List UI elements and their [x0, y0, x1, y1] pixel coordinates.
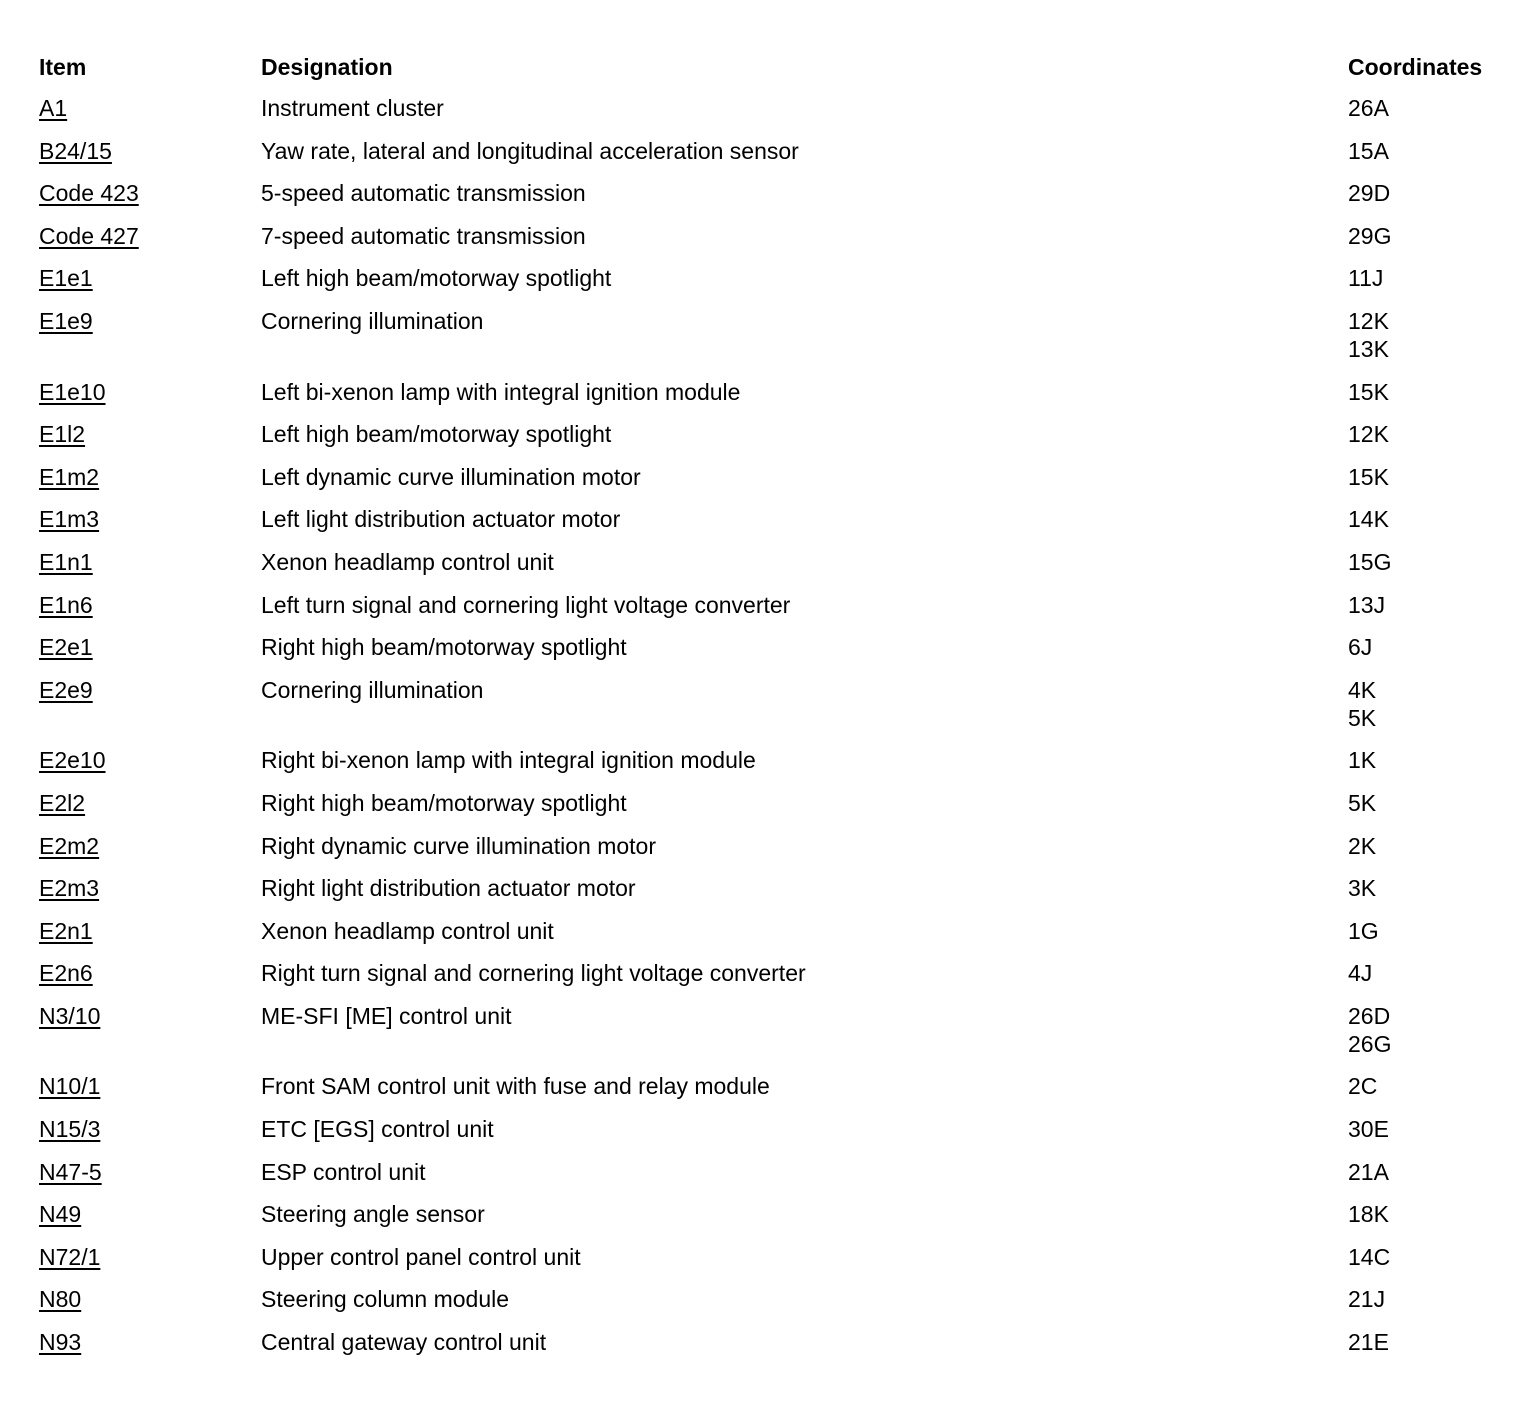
table-row — [0, 746, 1536, 789]
item-link[interactable]: E2e10 — [39, 747, 106, 774]
coordinates-cell — [1348, 832, 1376, 860]
coordinate-value: 1K — [1348, 747, 1377, 774]
header-designation: Designation — [261, 54, 393, 80]
item-link[interactable]: N47-5 — [39, 1158, 102, 1185]
item-link[interactable]: E2l2 — [39, 789, 86, 816]
coordinates-cell — [1348, 1072, 1377, 1100]
header-item: Item — [39, 54, 87, 80]
coordinates-cell — [1348, 1115, 1389, 1143]
item-link[interactable]: E1m3 — [39, 506, 100, 533]
designation-text: Central gateway control unit — [261, 1329, 547, 1356]
coordinate-value: 21A — [1348, 1158, 1389, 1185]
designation-text: Right high beam/motorway spotlight — [261, 789, 627, 816]
table-row — [0, 137, 1536, 180]
coordinates-cell — [1348, 1285, 1385, 1313]
designation-text: Left light distribution actuator motor — [261, 506, 621, 533]
coordinate-value: 5K — [1348, 704, 1377, 731]
table-row — [0, 591, 1536, 634]
coordinates-cell — [1348, 959, 1372, 987]
designation-text: Left high beam/motorway spotlight — [261, 421, 612, 448]
coordinate-value: 26A — [1348, 95, 1389, 121]
coordinate-value: 1G — [1348, 917, 1379, 944]
coordinate-value: 26D — [1348, 1002, 1391, 1029]
table-row — [0, 94, 1536, 137]
coordinate-value: 11J — [1348, 265, 1384, 292]
designation-text: Right high beam/motorway spotlight — [261, 634, 627, 661]
coordinates-cell — [1348, 137, 1389, 165]
designation-text: Upper control panel control unit — [261, 1243, 581, 1270]
item-link[interactable]: Code 427 — [39, 222, 139, 249]
item-link[interactable]: E2m3 — [39, 875, 100, 902]
coordinate-value: 21J — [1348, 1286, 1386, 1313]
coordinates-cell — [1348, 463, 1389, 491]
coordinate-value: 4K — [1348, 676, 1377, 703]
coordinate-value: 18K — [1348, 1201, 1389, 1228]
designation-text: Cornering illumination — [261, 676, 484, 703]
table-row — [0, 917, 1536, 960]
item-link[interactable]: E1n6 — [39, 591, 93, 618]
table-row — [0, 264, 1536, 307]
header-coordinates: Coordinates — [1348, 54, 1483, 80]
table-row — [0, 1158, 1536, 1201]
coordinates-cell — [1348, 505, 1389, 533]
coordinate-value: 26G — [1348, 1030, 1392, 1057]
item-link[interactable]: B24/15 — [39, 137, 112, 164]
item-link[interactable]: E2m2 — [39, 832, 100, 859]
coordinates-cell — [1348, 874, 1376, 902]
coordinates-cell — [1348, 307, 1389, 363]
coordinate-value: 30E — [1348, 1116, 1389, 1143]
coordinate-value: 12K — [1348, 307, 1389, 334]
item-link[interactable]: E2n6 — [39, 960, 93, 987]
coordinate-value: 13J — [1348, 591, 1386, 618]
designation-text: Yaw rate, lateral and longitudinal acceleration sensor — [261, 137, 799, 164]
coordinates-cell — [1348, 591, 1385, 619]
designation-text: 7-speed automatic transmission — [261, 222, 586, 249]
table-row — [0, 1115, 1536, 1158]
table-row — [0, 307, 1536, 378]
designation-text: Right light distribution actuator motor — [261, 875, 636, 902]
designation-text: 5-speed automatic transmission — [261, 180, 586, 207]
coordinate-value: 5K — [1348, 789, 1377, 816]
coordinate-value: 15A — [1348, 137, 1389, 164]
item-link[interactable]: N15/3 — [39, 1116, 101, 1143]
coordinates-cell — [1348, 1328, 1389, 1356]
table-row — [0, 505, 1536, 548]
table-row — [0, 1285, 1536, 1328]
item-link[interactable]: E1e10 — [39, 378, 106, 405]
coordinates-cell — [1348, 1200, 1389, 1228]
designation-text: Right dynamic curve illumination motor — [261, 832, 656, 859]
table-row — [0, 959, 1536, 1002]
item-link[interactable]: E1e9 — [39, 307, 93, 334]
coordinates-cell — [1348, 676, 1376, 732]
item-link[interactable]: N72/1 — [39, 1243, 101, 1270]
coordinate-value: 4J — [1348, 960, 1373, 987]
coordinates-cell — [1348, 633, 1372, 661]
coordinate-value: 13K — [1348, 335, 1389, 362]
table-row — [0, 463, 1536, 506]
designation-text: ESP control unit — [261, 1158, 426, 1185]
table-row — [0, 1072, 1536, 1115]
coordinates-cell — [1348, 917, 1379, 945]
item-link[interactable]: E2e1 — [39, 634, 93, 661]
coordinate-value: 15G — [1348, 548, 1392, 575]
coordinate-value: 15K — [1348, 463, 1389, 490]
item-link[interactable]: N93 — [39, 1329, 82, 1356]
coordinate-value: 14C — [1348, 1243, 1391, 1270]
item-link[interactable]: N49 — [39, 1201, 82, 1228]
coordinates-cell — [1348, 378, 1389, 406]
table-row — [0, 548, 1536, 591]
coordinates-cell — [1348, 1002, 1391, 1058]
item-link[interactable]: A1 — [39, 95, 68, 121]
designation-text: Steering angle sensor — [261, 1201, 485, 1228]
designation-text: Right turn signal and cornering light voltage converter — [261, 960, 806, 987]
coordinate-value: 3K — [1348, 875, 1377, 902]
coordinates-cell — [1348, 789, 1376, 817]
coordinate-value: 21E — [1348, 1329, 1389, 1356]
item-link[interactable]: Code 423 — [39, 180, 139, 207]
designation-text: Left turn signal and cornering light voltage converter — [261, 591, 791, 618]
table-row — [0, 222, 1536, 265]
table-row — [0, 789, 1536, 832]
item-link[interactable]: E2n1 — [39, 917, 93, 944]
coordinate-value: 14K — [1348, 506, 1389, 533]
item-link[interactable]: N80 — [39, 1286, 82, 1313]
coordinates-cell — [1348, 1243, 1390, 1271]
table-header — [0, 51, 1536, 83]
designation-text: Front SAM control unit with fuse and relay module — [261, 1073, 770, 1100]
table-row — [0, 1328, 1536, 1371]
coordinates-cell — [1348, 179, 1390, 207]
designation-text: ME-SFI [ME] control unit — [261, 1002, 512, 1029]
coordinates-cell — [1348, 548, 1391, 576]
item-link[interactable]: E2e9 — [39, 676, 93, 703]
designation-text: Cornering illumination — [261, 307, 484, 334]
table-row — [0, 179, 1536, 222]
designation-text: Instrument cluster — [261, 95, 444, 121]
coordinates-cell — [1348, 222, 1391, 250]
coordinates-cell — [1348, 746, 1376, 774]
table-row — [0, 1002, 1536, 1073]
item-link[interactable]: E1m2 — [39, 463, 100, 490]
table-row — [0, 832, 1536, 875]
table-row — [0, 378, 1536, 421]
table-row — [0, 1243, 1536, 1286]
item-link[interactable]: N10/1 — [39, 1073, 101, 1100]
coordinate-value: 15K — [1348, 378, 1389, 405]
item-link[interactable]: E1l2 — [39, 421, 86, 448]
table-row — [0, 676, 1536, 747]
coordinate-value: 12K — [1348, 421, 1389, 448]
designation-text: Xenon headlamp control unit — [261, 917, 554, 944]
coordinates-cell — [1348, 264, 1383, 292]
table-body — [0, 94, 1536, 1371]
designation-text: Right bi-xenon lamp with integral ignition module — [261, 747, 756, 774]
coordinates-cell — [1348, 1158, 1389, 1186]
item-link[interactable]: N3/10 — [39, 1002, 101, 1029]
coordinate-value: 29D — [1348, 180, 1391, 207]
designation-text: Left high beam/motorway spotlight — [261, 265, 612, 292]
designation-text: Left bi-xenon lamp with integral ignition module — [261, 378, 741, 405]
coordinate-value: 29G — [1348, 222, 1392, 249]
table-row — [0, 633, 1536, 676]
coordinates-cell — [1348, 420, 1389, 448]
coordinate-value: 2C — [1348, 1073, 1378, 1100]
table-row — [0, 420, 1536, 463]
designation-text: Xenon headlamp control unit — [261, 548, 554, 575]
designation-text: ETC [EGS] control unit — [261, 1116, 494, 1143]
coordinate-value: 2K — [1348, 832, 1377, 859]
coordinates-cell — [1348, 94, 1389, 122]
coordinate-value: 6J — [1348, 634, 1373, 661]
table-row — [0, 1200, 1536, 1243]
table-row — [0, 874, 1536, 917]
designation-text: Steering column module — [261, 1286, 510, 1313]
designation-text: Left dynamic curve illumination motor — [261, 463, 641, 490]
item-link[interactable]: E1n1 — [39, 548, 93, 575]
item-link[interactable]: E1e1 — [39, 265, 93, 292]
